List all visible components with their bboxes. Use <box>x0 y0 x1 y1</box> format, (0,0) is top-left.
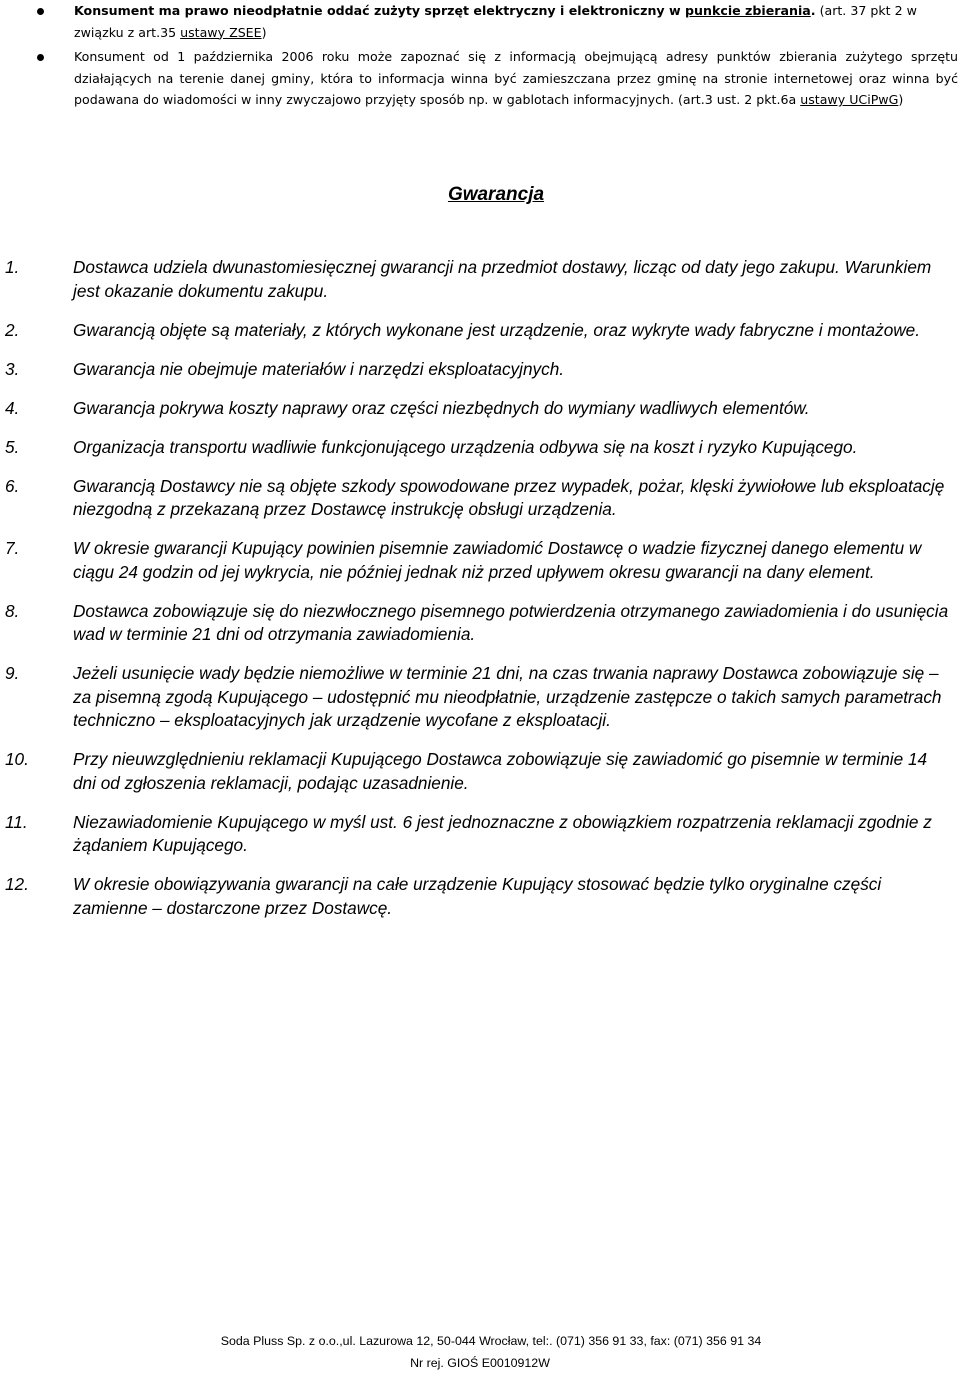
item-number: 11. <box>5 811 28 832</box>
item-number: 2. <box>5 319 20 340</box>
bullet-reference: (art. 37 pkt 2 w związku z art.35 <box>74 3 917 40</box>
item-number: 4. <box>5 397 20 418</box>
bullet-list <box>30 0 958 111</box>
bullet-text: Konsument od 1 października 2006 roku może zapoznać się z informacją obejmującą adresy punktów zbierania zużytego sprzętu działających na terenie danej gminy, która to informacja winna być zamieszczana przez gminę na stronie internetowej oraz winna być podawana do wiadomości w inny zwyczajowo przyjęty sposób np. w gablotach informacyjnych. (art.3 ust. 2 pkt.6a <box>74 49 958 107</box>
item-number: 5. <box>5 436 20 457</box>
list-item <box>0 811 953 858</box>
list-item <box>0 319 953 343</box>
list-item <box>0 600 953 647</box>
item-text: Dostawca udziela dwunastomiesięcznej gwarancji na przedmiot dostawy, licząc od daty jego zakupu. Warunkiem jest okazanie dokumentu zakupu. <box>73 257 932 301</box>
list-item <box>0 436 953 460</box>
footer-registration-number: Nr rej. GIOŚ E0010912W <box>410 1356 550 1370</box>
list-item <box>0 748 953 795</box>
section-heading: Gwarancja <box>447 184 545 205</box>
bullet-dot-icon <box>37 8 44 15</box>
item-text: Niezawiadomienie Kupującego w myśl ust. 6 jest jednoznaczne z obowiązkiem rozpatrzenia reklamacji zgodnie z żądaniem Kupującego. <box>73 811 932 855</box>
bullet-dot-icon <box>37 54 44 61</box>
item-number: 8. <box>5 600 20 621</box>
collection-point-link[interactable]: punkcie zbierania <box>685 3 811 18</box>
list-item <box>0 873 953 920</box>
ucipwg-act-link[interactable]: ustawy UCiPwG <box>800 92 899 107</box>
item-text: Gwarancja pokrywa koszty naprawy oraz części niezbędnych do wymiany wadliwych elementów. <box>73 397 810 418</box>
item-text: Gwarancją objęte są materiały, z których wykonane jest urządzenie, oraz wykryte wady fabryczne i montażowe. <box>73 319 921 340</box>
bullet-item-collection-info <box>30 46 958 111</box>
item-text: W okresie obowiązywania gwarancji na całe urządzenie Kupujący stosować będzie tylko oryginalne części zamienne – dostarczone przez Dostawcę. <box>73 874 882 918</box>
item-text: Jeżeli usunięcie wady będzie niemożliwe w terminie 21 dni, na czas trwania naprawy Dostawca zobowiązuje się – za pisemną zgodą Kupującego – udostępnić mu nieodpłatnie, urządzenie zastępcze o takich samych parametrach techniczno – eksploatacyjnych jak urządzenie wycofane z eksploatacji. <box>73 663 942 730</box>
item-text: Gwarancja nie obejmuje materiałów i narzędzi eksploatacyjnych. <box>73 358 565 379</box>
item-number: 10. <box>5 749 29 769</box>
item-text: W okresie gwarancji Kupujący powinien pisemnie zawiadomić Dostawcę o wadzie fizycznej danego elementu w ciągu 24 godzin od jej wykrycia, nie później jednak niż przed upływem okresu gwarancji na dany element. <box>73 538 922 582</box>
item-text: Przy nieuwzględnieniu reklamacji Kupującego Dostawca zobowiązuje się zawiadomić go pisemnie w terminie 14 dni od zgłoszenia reklamacji, podając uzasadnienie. <box>73 749 928 793</box>
bullet-item-return-equipment <box>30 0 958 43</box>
item-number: 12. <box>5 874 29 894</box>
item-number: 7. <box>5 538 20 558</box>
item-number: 6. <box>5 475 20 496</box>
warranty-terms-list <box>0 256 960 936</box>
item-number: 1. <box>5 257 20 277</box>
list-item <box>0 397 953 421</box>
item-text: Organizacja transportu wadliwie funkcjonującego urządzenia odbywa się na koszt i ryzyko Kupującego. <box>73 436 858 457</box>
bullet-reference-end: ) <box>261 24 267 40</box>
bullet-text: Konsument ma prawo nieodpłatnie oddać zużyty sprzęt elektryczny i elektroniczny w <box>74 3 686 18</box>
footer-company-address: Soda Pluss Sp. z o.o.,ul. Lazurowa 12, 50-044 Wrocław, tel:. (071) 356 91 33, fax: (071) 356 91 34 <box>220 1334 762 1348</box>
item-text: Dostawca zobowiązuje się do niezwłocznego pisemnego potwierdzenia otrzymanego zawiadomienia i do usunięcia wad w terminie 21 dni od otrzymania zawiadomienia. <box>73 600 949 644</box>
item-text: Gwarancją Dostawcy nie są objęte szkody spowodowane przez wypadek, pożar, klęski żywiołowe lub eksploatację niezgodną z przekazaną przez Dostawcę instrukcję obsługi urządzenia. <box>73 475 945 519</box>
list-item <box>0 662 953 733</box>
item-number: 3. <box>5 358 20 379</box>
list-item <box>0 358 953 382</box>
bullet-reference-end: ) <box>898 92 904 107</box>
list-item <box>0 256 953 303</box>
list-item <box>0 537 953 584</box>
list-item <box>0 475 953 522</box>
zsee-act-link[interactable]: ustawy ZSEE <box>180 24 262 40</box>
bullet-text-period: . <box>810 3 816 18</box>
item-number: 9. <box>5 663 20 683</box>
